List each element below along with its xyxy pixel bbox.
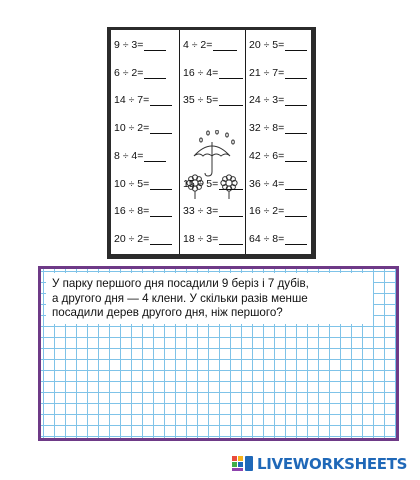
answer-field[interactable] xyxy=(150,231,172,245)
problem-cell xyxy=(114,231,172,245)
division-expression: 10 ÷ 2= xyxy=(114,122,150,134)
answer-field[interactable] xyxy=(285,92,307,106)
division-expression: 14 ÷ 7= xyxy=(114,94,150,106)
answer-field[interactable] xyxy=(285,120,307,134)
answer-field[interactable] xyxy=(285,148,307,162)
problem-cell xyxy=(183,37,237,51)
problem-cell xyxy=(249,176,307,190)
division-expression: 32 ÷ 8= xyxy=(249,122,285,134)
problem-line: посадили дерев другого дня, ніж першого? xyxy=(52,306,283,319)
problem-line: а другого дня — 4 клени. У скільки разів менше xyxy=(52,291,308,305)
division-expression: 6 ÷ 2= xyxy=(114,67,144,79)
problem-cell xyxy=(249,120,307,134)
problem-cell xyxy=(114,148,166,162)
problem-cell xyxy=(114,92,172,106)
answer-field[interactable] xyxy=(213,37,237,51)
answer-field[interactable] xyxy=(219,92,243,106)
answer-field[interactable] xyxy=(150,92,172,106)
word-problem-box[interactable] xyxy=(38,266,399,441)
problem-cell xyxy=(183,231,243,245)
answer-field[interactable] xyxy=(150,120,172,134)
division-expression: 15 ÷ 5= xyxy=(183,178,219,190)
division-expression: 42 ÷ 6= xyxy=(249,150,285,162)
watermark-text: LIVEWORKSHEETS xyxy=(257,455,408,473)
answer-field[interactable] xyxy=(285,37,307,51)
problem-cell xyxy=(249,37,307,51)
division-expression: 4 ÷ 2= xyxy=(183,39,213,51)
division-expression: 18 ÷ 3= xyxy=(183,233,219,245)
problem-cell xyxy=(183,176,243,190)
answer-field[interactable] xyxy=(150,203,172,217)
problem-line: У парку першого дня посадили 9 беріз і 7 дубів, xyxy=(52,277,309,290)
division-expression: 36 ÷ 4= xyxy=(249,178,285,190)
answer-field[interactable] xyxy=(219,65,243,79)
division-table xyxy=(111,30,311,254)
problem-cell xyxy=(249,148,307,162)
problem-cell xyxy=(249,231,307,245)
problem-cell xyxy=(249,92,307,106)
division-expression: 8 ÷ 4= xyxy=(114,150,144,162)
answer-field[interactable] xyxy=(219,203,243,217)
answer-field[interactable] xyxy=(285,231,307,245)
problem-cell xyxy=(114,176,172,190)
problem-cell xyxy=(114,65,166,79)
problem-cell xyxy=(183,92,243,106)
liveworksheets-icon xyxy=(232,456,254,472)
problem-cell xyxy=(249,203,307,217)
problem-cell xyxy=(249,65,307,79)
column-3 xyxy=(245,30,311,254)
division-expression: 9 ÷ 3= xyxy=(114,39,144,51)
answer-field[interactable] xyxy=(150,176,172,190)
division-expression: 35 ÷ 5= xyxy=(183,94,219,106)
problem-cell xyxy=(114,203,172,217)
division-expression: 20 ÷ 2= xyxy=(114,233,150,245)
problem-cell xyxy=(114,37,166,51)
division-expression: 24 ÷ 3= xyxy=(249,94,285,106)
liveworksheets-logo xyxy=(232,454,407,474)
division-expression: 33 ÷ 3= xyxy=(183,205,219,217)
answer-field[interactable] xyxy=(144,148,166,162)
division-expression: 16 ÷ 8= xyxy=(114,205,150,217)
division-expression: 16 ÷ 4= xyxy=(183,67,219,79)
column-1 xyxy=(111,30,179,254)
division-expression: 20 ÷ 5= xyxy=(249,39,285,51)
division-expression: 21 ÷ 7= xyxy=(249,67,285,79)
division-expression: 16 ÷ 2= xyxy=(249,205,285,217)
answer-field[interactable] xyxy=(285,65,307,79)
column-2 xyxy=(179,30,245,254)
word-problem-text xyxy=(46,273,373,324)
problem-cell xyxy=(114,120,172,134)
answer-field[interactable] xyxy=(219,231,243,245)
answer-field[interactable] xyxy=(219,176,243,190)
division-worksheet xyxy=(107,27,316,259)
answer-field[interactable] xyxy=(285,203,307,217)
division-expression: 10 ÷ 5= xyxy=(114,178,150,190)
problem-cell xyxy=(183,203,243,217)
division-expression: 64 ÷ 8= xyxy=(249,233,285,245)
answer-field[interactable] xyxy=(285,176,307,190)
answer-field[interactable] xyxy=(144,65,166,79)
problem-cell xyxy=(183,65,243,79)
answer-field[interactable] xyxy=(144,37,166,51)
